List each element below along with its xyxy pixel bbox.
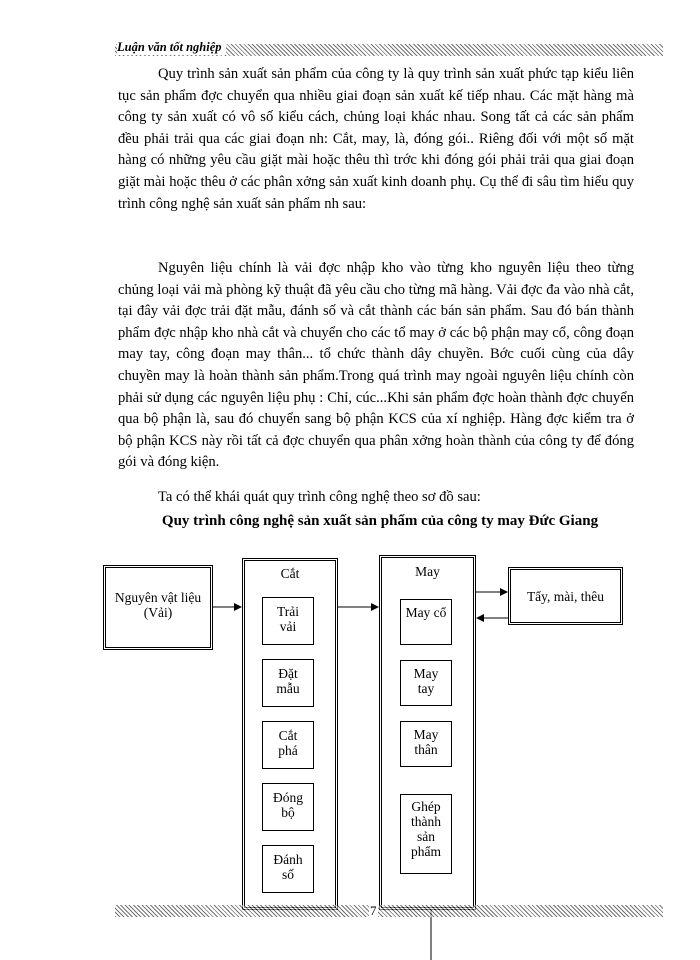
cutting-stage-title: Cắt xyxy=(280,566,300,581)
side-process-label: Tẩy, mài, thêu xyxy=(526,589,605,604)
step-label: Đánh số xyxy=(273,852,303,882)
step-label: May cổ xyxy=(405,605,447,620)
page-number: 7 xyxy=(370,903,377,918)
input-material-label: Nguyên vật liệu (Vải) xyxy=(114,590,202,620)
running-header: Luận văn tốt nghiệp xyxy=(117,40,226,55)
footer-rule xyxy=(115,905,663,917)
diagram-title: Quy trình công nghệ sản xuất sản phẩm của công ty may Đức Giang xyxy=(161,513,599,529)
step-label: May tay xyxy=(413,666,439,696)
paragraph-diagram-intro: Ta có thể khái quát quy trình công nghệ theo sơ đồ sau: xyxy=(158,489,481,505)
step-label: May thân xyxy=(413,727,439,757)
step-label: Ghép thành sản phẩm xyxy=(411,799,441,859)
step-label: Trải vải xyxy=(276,604,299,634)
paragraph-material-flow: Nguyên liệu chính là vải đợc nhập kho vào từng kho nguyên liệu theo từng chủng loại vải mà phòng kỹ thuật đã yêu cầu cho từng mã hàng. Vải đợc đa vào nhà cắt, tại đây vải đợc trải đặt mẫu, đánh số và cắt thành các bán sản phẩm. Sau đó bán thành phẩm đợc nhập kho nhà cắt và chuyển cho các tổ may ở các bộ phận may cổ, công đoạn may tay, công đoạn may thân... tổ chức thành dây chuyền. Bớc cuối cùng của dây chuyền may là hoàn thành sản phẩm.Trong quá trình may ngoài nguyên liệu chính còn phải sử dụng các nguyên liệu phụ : Chỉ, cúc...Khi sản phẩm đợc hoàn thành đợc chuyển qua bộ phận là, sau đó chuyển sang bộ phận KCS của xí nghiệp. Hàng đợc kiểm tra ở bộ phận KCS này rồi tất cả đợc chuyển qua phân xởng hoàn thành của công ty để đóng gói và đóng kiện. xyxy=(118,260,634,471)
step-label: Đặt mẫu xyxy=(276,666,300,696)
step-label: Cắt phá xyxy=(278,728,298,758)
paragraph-process-overview: Quy trình sản xuất sản phẩm của công ty là quy trình sản xuất phức tạp kiểu liên tục sản phẩm đợc chuyển qua nhiều giai đoạn sản xuất kế tiếp nhau. Các mặt hàng mà công ty sản xuất có vô số kiểu cách, chủng loại khác nhau. Song tất cả các sản phẩm đều phải trải qua các giai đoạn nh: Cắt, may, là, đóng gói.. Riêng đối với một số mặt hàng có những yêu cầu giặt mài hoặc thêu thì trớc khi đóng gói phải trải qua giai đoạn giặt mài hoặc thêu ở các phân xởng sản xuất kinh doanh phụ. Cụ thể đi sâu tìm hiểu quy trình công nghệ sản xuất sản phẩm nh sau: xyxy=(118,66,634,212)
sewing-stage-title: May xyxy=(415,564,440,579)
step-label: Đóng bộ xyxy=(273,790,303,820)
